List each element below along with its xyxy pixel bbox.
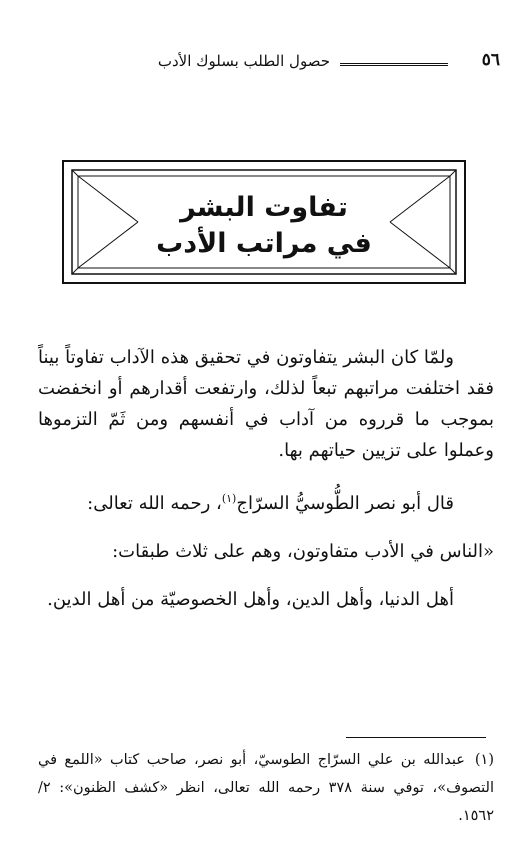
paragraph-4: أهل الدنيا، وأهل الدين، وأهل الخصوصيّة من أهل الدين. [47, 589, 454, 610]
attribution-end: ، رحمه الله تعالى: [87, 493, 222, 514]
running-header [30, 50, 500, 74]
body-text [38, 342, 494, 615]
footnote-divider [346, 737, 486, 738]
footnote-reference: (١) [221, 492, 237, 505]
section-title-frame [62, 160, 466, 284]
footnote [38, 746, 494, 830]
footnote-number: (١) [474, 752, 494, 768]
section-title-line-1: تفاوت البشر [180, 192, 348, 223]
section-title-line-2: في مراتب الأدب [156, 228, 372, 259]
paragraph-3: «الناس في الأدب متفاوتون، وهم على ثلاث طبقات: [112, 541, 494, 562]
header-rule [340, 63, 448, 66]
paragraph-2 [38, 483, 494, 519]
page-number: ٥٦ [481, 50, 500, 70]
footnote-text: عبدالله بن علي السرّاج الطوسيّ، أبو نصر، صاحب كتاب «اللمع في التصوف»، توفي سنة ٣٧٨ رحمه الله تعالى، انظر «كشف الظنون»: ٢/ ١٥٦٢. [38, 752, 494, 824]
quote-attribution: قال أبو نصر الطُّوسيُّ السرّاج [236, 493, 454, 514]
paragraph-1: ولمّا كان البشر يتفاوتون في تحقيق هذه الآداب تفاوتاً بيناً فقد اختلفت مراتبهم تبعاً لذلك، وارتفعت أقدارهم أو انخفضت بموجب ما قرروه من آداب في أنفسهم ومن ثَمّ التزموها وعملوا على تزيين حياتهم بها. [38, 347, 494, 461]
section-title [64, 190, 464, 262]
running-title: حصول الطلب بسلوك الأدب [157, 52, 330, 70]
